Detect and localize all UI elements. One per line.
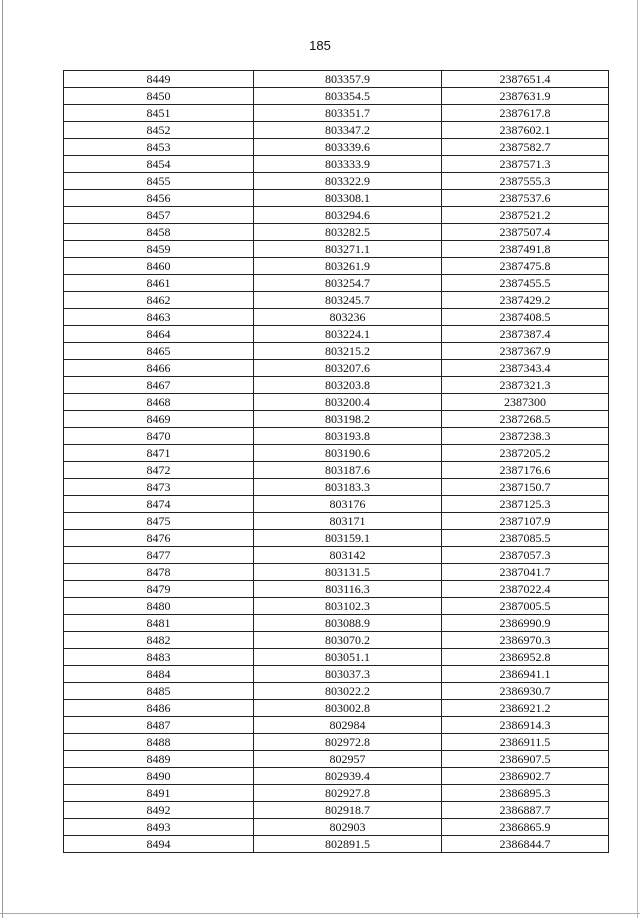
table-row [64, 615, 609, 632]
table-row [64, 343, 609, 360]
y-coordinate-cell: 2387085.5 [442, 530, 609, 547]
table-row [64, 513, 609, 530]
table-row [64, 649, 609, 666]
y-coordinate-cell: 2387475.8 [442, 258, 609, 275]
point-number-cell: 8490 [64, 768, 254, 785]
table-row [64, 445, 609, 462]
table-row [64, 207, 609, 224]
y-coordinate-cell: 2387571.3 [442, 156, 609, 173]
point-number-cell: 8493 [64, 819, 254, 836]
x-coordinate-cell: 803171 [254, 513, 442, 530]
point-number-cell: 8484 [64, 666, 254, 683]
point-number-cell: 8453 [64, 139, 254, 156]
y-coordinate-cell: 2386990.9 [442, 615, 609, 632]
point-number-cell: 8451 [64, 105, 254, 122]
x-coordinate-cell: 803308.1 [254, 190, 442, 207]
y-coordinate-cell: 2387005.5 [442, 598, 609, 615]
point-number-cell: 8487 [64, 717, 254, 734]
point-number-cell: 8454 [64, 156, 254, 173]
point-number-cell: 8462 [64, 292, 254, 309]
y-coordinate-cell: 2386970.3 [442, 632, 609, 649]
scan-edge-left [2, 0, 3, 918]
y-coordinate-cell: 2387582.7 [442, 139, 609, 156]
point-number-cell: 8486 [64, 700, 254, 717]
x-coordinate-cell: 802957 [254, 751, 442, 768]
point-number-cell: 8465 [64, 343, 254, 360]
x-coordinate-cell: 802984 [254, 717, 442, 734]
x-coordinate-cell: 803351.7 [254, 105, 442, 122]
table-row [64, 411, 609, 428]
point-number-cell: 8472 [64, 462, 254, 479]
point-number-cell: 8476 [64, 530, 254, 547]
point-number-cell: 8455 [64, 173, 254, 190]
x-coordinate-cell: 803322.9 [254, 173, 442, 190]
point-number-cell: 8469 [64, 411, 254, 428]
y-coordinate-cell: 2387491.8 [442, 241, 609, 258]
y-coordinate-cell: 2387041.7 [442, 564, 609, 581]
x-coordinate-cell: 803159.1 [254, 530, 442, 547]
point-number-cell: 8456 [64, 190, 254, 207]
x-coordinate-cell: 803261.9 [254, 258, 442, 275]
y-coordinate-cell: 2387176.6 [442, 462, 609, 479]
x-coordinate-cell: 802918.7 [254, 802, 442, 819]
x-coordinate-cell: 803254.7 [254, 275, 442, 292]
table-row [64, 88, 609, 105]
point-number-cell: 8488 [64, 734, 254, 751]
table-row [64, 683, 609, 700]
table-row [64, 768, 609, 785]
x-coordinate-cell: 803207.6 [254, 360, 442, 377]
y-coordinate-cell: 2386907.5 [442, 751, 609, 768]
table-row [64, 462, 609, 479]
x-coordinate-cell: 803215.2 [254, 343, 442, 360]
scan-edge-bottom [0, 913, 640, 914]
x-coordinate-cell: 803333.9 [254, 156, 442, 173]
table-row [64, 751, 609, 768]
table-row [64, 394, 609, 411]
y-coordinate-cell: 2387617.8 [442, 105, 609, 122]
table-row [64, 139, 609, 156]
table-row [64, 309, 609, 326]
x-coordinate-cell: 803294.6 [254, 207, 442, 224]
table-row [64, 241, 609, 258]
point-number-cell: 8464 [64, 326, 254, 343]
table-row [64, 156, 609, 173]
x-coordinate-cell: 803131.5 [254, 564, 442, 581]
table-row [64, 428, 609, 445]
x-coordinate-cell: 803354.5 [254, 88, 442, 105]
x-coordinate-cell: 803271.1 [254, 241, 442, 258]
point-number-cell: 8483 [64, 649, 254, 666]
point-number-cell: 8467 [64, 377, 254, 394]
point-number-cell: 8477 [64, 547, 254, 564]
x-coordinate-cell: 803070.2 [254, 632, 442, 649]
y-coordinate-cell: 2386941.1 [442, 666, 609, 683]
point-number-cell: 8475 [64, 513, 254, 530]
y-coordinate-cell: 2386930.7 [442, 683, 609, 700]
table-row [64, 377, 609, 394]
y-coordinate-cell: 2386865.9 [442, 819, 609, 836]
point-number-cell: 8489 [64, 751, 254, 768]
x-coordinate-cell: 803116.3 [254, 581, 442, 598]
table-row [64, 292, 609, 309]
table-row [64, 479, 609, 496]
table-row [64, 530, 609, 547]
x-coordinate-cell: 803200.4 [254, 394, 442, 411]
y-coordinate-cell: 2387125.3 [442, 496, 609, 513]
table-row [64, 700, 609, 717]
y-coordinate-cell: 2387367.9 [442, 343, 609, 360]
coordinates-table-body [64, 71, 609, 853]
y-coordinate-cell: 2386921.2 [442, 700, 609, 717]
table-row [64, 224, 609, 241]
table-row [64, 632, 609, 649]
table-row [64, 598, 609, 615]
y-coordinate-cell: 2386902.7 [442, 768, 609, 785]
x-coordinate-cell: 803190.6 [254, 445, 442, 462]
table-row [64, 717, 609, 734]
x-coordinate-cell: 803347.2 [254, 122, 442, 139]
x-coordinate-cell: 802891.5 [254, 836, 442, 853]
y-coordinate-cell: 2387507.4 [442, 224, 609, 241]
table-row [64, 71, 609, 88]
y-coordinate-cell: 2386914.3 [442, 717, 609, 734]
point-number-cell: 8482 [64, 632, 254, 649]
table-row [64, 496, 609, 513]
point-number-cell: 8457 [64, 207, 254, 224]
point-number-cell: 8450 [64, 88, 254, 105]
y-coordinate-cell: 2387205.2 [442, 445, 609, 462]
point-number-cell: 8468 [64, 394, 254, 411]
x-coordinate-cell: 803339.6 [254, 139, 442, 156]
point-number-cell: 8470 [64, 428, 254, 445]
x-coordinate-cell: 803193.8 [254, 428, 442, 445]
x-coordinate-cell: 803236 [254, 309, 442, 326]
table-row [64, 190, 609, 207]
point-number-cell: 8460 [64, 258, 254, 275]
point-number-cell: 8466 [64, 360, 254, 377]
point-number-cell: 8463 [64, 309, 254, 326]
x-coordinate-cell: 802927.8 [254, 785, 442, 802]
point-number-cell: 8478 [64, 564, 254, 581]
x-coordinate-cell: 803002.8 [254, 700, 442, 717]
y-coordinate-cell: 2387022.4 [442, 581, 609, 598]
table-row [64, 802, 609, 819]
page-number: 185 [309, 38, 331, 53]
table-row [64, 258, 609, 275]
point-number-cell: 8491 [64, 785, 254, 802]
point-number-cell: 8474 [64, 496, 254, 513]
table-row [64, 666, 609, 683]
table-row [64, 581, 609, 598]
table-row [64, 326, 609, 343]
x-coordinate-cell: 803142 [254, 547, 442, 564]
table-row [64, 122, 609, 139]
x-coordinate-cell: 803088.9 [254, 615, 442, 632]
x-coordinate-cell: 803245.7 [254, 292, 442, 309]
point-number-cell: 8485 [64, 683, 254, 700]
x-coordinate-cell: 802939.4 [254, 768, 442, 785]
y-coordinate-cell: 2387321.3 [442, 377, 609, 394]
table-row [64, 275, 609, 292]
coordinates-table [63, 70, 609, 853]
point-number-cell: 8473 [64, 479, 254, 496]
y-coordinate-cell: 2386844.7 [442, 836, 609, 853]
point-number-cell: 8481 [64, 615, 254, 632]
y-coordinate-cell: 2386952.8 [442, 649, 609, 666]
y-coordinate-cell: 2387521.2 [442, 207, 609, 224]
point-number-cell: 8459 [64, 241, 254, 258]
x-coordinate-cell: 803183.3 [254, 479, 442, 496]
x-coordinate-cell: 803198.2 [254, 411, 442, 428]
point-number-cell: 8492 [64, 802, 254, 819]
point-number-cell: 8452 [64, 122, 254, 139]
y-coordinate-cell: 2386887.7 [442, 802, 609, 819]
y-coordinate-cell: 2387057.3 [442, 547, 609, 564]
table-row [64, 173, 609, 190]
point-number-cell: 8449 [64, 71, 254, 88]
x-coordinate-cell: 803187.6 [254, 462, 442, 479]
x-coordinate-cell: 803282.5 [254, 224, 442, 241]
point-number-cell: 8479 [64, 581, 254, 598]
point-number-cell: 8471 [64, 445, 254, 462]
x-coordinate-cell: 803224.1 [254, 326, 442, 343]
table-row [64, 105, 609, 122]
scan-edge-right [637, 0, 638, 918]
y-coordinate-cell: 2387602.1 [442, 122, 609, 139]
y-coordinate-cell: 2387455.5 [442, 275, 609, 292]
x-coordinate-cell: 803102.3 [254, 598, 442, 615]
y-coordinate-cell: 2387238.3 [442, 428, 609, 445]
point-number-cell: 8494 [64, 836, 254, 853]
y-coordinate-cell: 2387537.6 [442, 190, 609, 207]
y-coordinate-cell: 2387631.9 [442, 88, 609, 105]
point-number-cell: 8461 [64, 275, 254, 292]
y-coordinate-cell: 2387268.5 [442, 411, 609, 428]
point-number-cell: 8480 [64, 598, 254, 615]
table-row [64, 360, 609, 377]
x-coordinate-cell: 803203.8 [254, 377, 442, 394]
table-row [64, 819, 609, 836]
table-row [64, 734, 609, 751]
x-coordinate-cell: 803051.1 [254, 649, 442, 666]
y-coordinate-cell: 2387150.7 [442, 479, 609, 496]
y-coordinate-cell: 2387555.3 [442, 173, 609, 190]
y-coordinate-cell: 2387300 [442, 394, 609, 411]
x-coordinate-cell: 803037.3 [254, 666, 442, 683]
x-coordinate-cell: 803022.2 [254, 683, 442, 700]
table-row [64, 564, 609, 581]
x-coordinate-cell: 803176 [254, 496, 442, 513]
y-coordinate-cell: 2387387.4 [442, 326, 609, 343]
y-coordinate-cell: 2387651.4 [442, 71, 609, 88]
y-coordinate-cell: 2386895.3 [442, 785, 609, 802]
point-number-cell: 8458 [64, 224, 254, 241]
x-coordinate-cell: 803357.9 [254, 71, 442, 88]
y-coordinate-cell: 2386911.5 [442, 734, 609, 751]
x-coordinate-cell: 802903 [254, 819, 442, 836]
y-coordinate-cell: 2387429.2 [442, 292, 609, 309]
x-coordinate-cell: 802972.8 [254, 734, 442, 751]
table-row [64, 836, 609, 853]
y-coordinate-cell: 2387343.4 [442, 360, 609, 377]
table-row [64, 785, 609, 802]
y-coordinate-cell: 2387107.9 [442, 513, 609, 530]
table-row [64, 547, 609, 564]
y-coordinate-cell: 2387408.5 [442, 309, 609, 326]
